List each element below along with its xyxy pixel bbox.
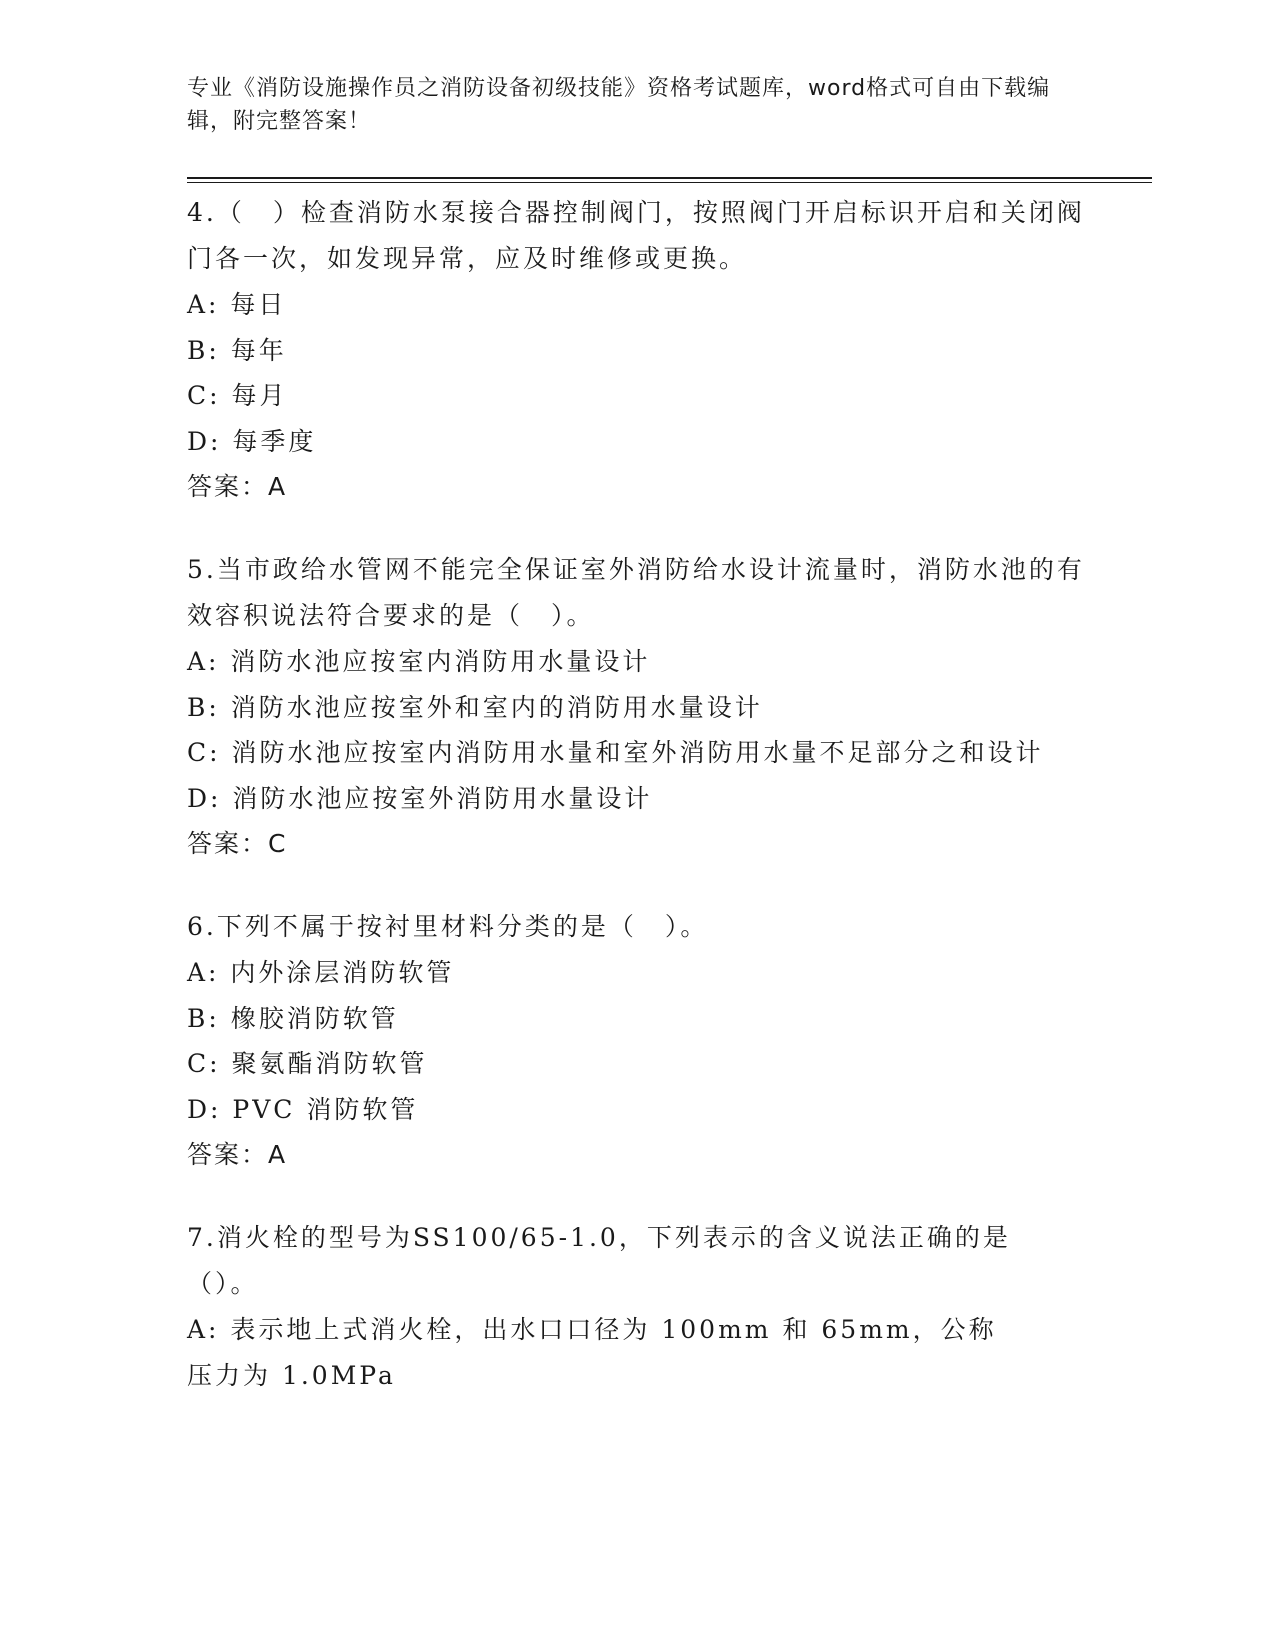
question-7 — [187, 1215, 1087, 1399]
option-c: C: 消防水池应按室内消防用水量和室外消防用水量不足部分之和设计 — [187, 738, 1044, 767]
option-c: C: 每月 — [187, 381, 288, 410]
question-6 — [187, 904, 1087, 1177]
option-b: B: 消防水池应按室外和室内的消防用水量设计 — [187, 692, 763, 722]
question-4 — [187, 190, 1087, 509]
answer: 答案：A — [187, 472, 288, 501]
option-b: B: 橡胶消防软管 — [187, 1003, 399, 1033]
document-header: 专业《消防设施操作员之消防设备初级技能》资格考试题库，word格式可自由下载编辑，附完整答案！ — [187, 76, 1051, 134]
option-a: A: 每日 — [187, 290, 287, 319]
question-stem: 4.（ ）检查消防水泵接合器控制阀门，按照阀门开启标识开启和关闭阀门各一次，如发现异常，应及时维修或更换。 — [187, 198, 1085, 273]
question-5 — [187, 547, 1087, 866]
question-stem: 5.当市政给水管网不能完全保证室外消防给水设计流量时，消防水池的有效容积说法符合要求的是（ ）。 — [187, 555, 1085, 630]
option-b: B: 每年 — [187, 335, 287, 365]
answer: 答案：C — [187, 829, 288, 858]
option-d: D: 每季度 — [187, 426, 317, 456]
option-a: A: 内外涂层消防软管 — [187, 958, 455, 987]
answer: 答案：A — [187, 1140, 288, 1169]
option-c: C: 聚氨酯消防软管 — [187, 1049, 428, 1078]
option-a: A: 消防水池应按室内消防用水量设计 — [187, 647, 651, 676]
option-d: D: PVC 消防软管 — [187, 1094, 419, 1124]
header-divider-thin — [187, 182, 1152, 183]
question-list — [187, 190, 1087, 1437]
question-stem: 7.消火栓的型号为SS100/65-1.0，下列表示的含义说法正确的是（）。 — [187, 1223, 1011, 1298]
option-d: D: 消防水池应按室外消防用水量设计 — [187, 783, 653, 813]
option-a: A: 表示地上式消火栓，出水口口径为 100mm 和 65mm，公称压力为 1.0MPa — [187, 1315, 997, 1390]
question-stem: 6.下列不属于按衬里材料分类的是（ ）。 — [187, 912, 709, 941]
header-divider-thick — [187, 177, 1152, 179]
